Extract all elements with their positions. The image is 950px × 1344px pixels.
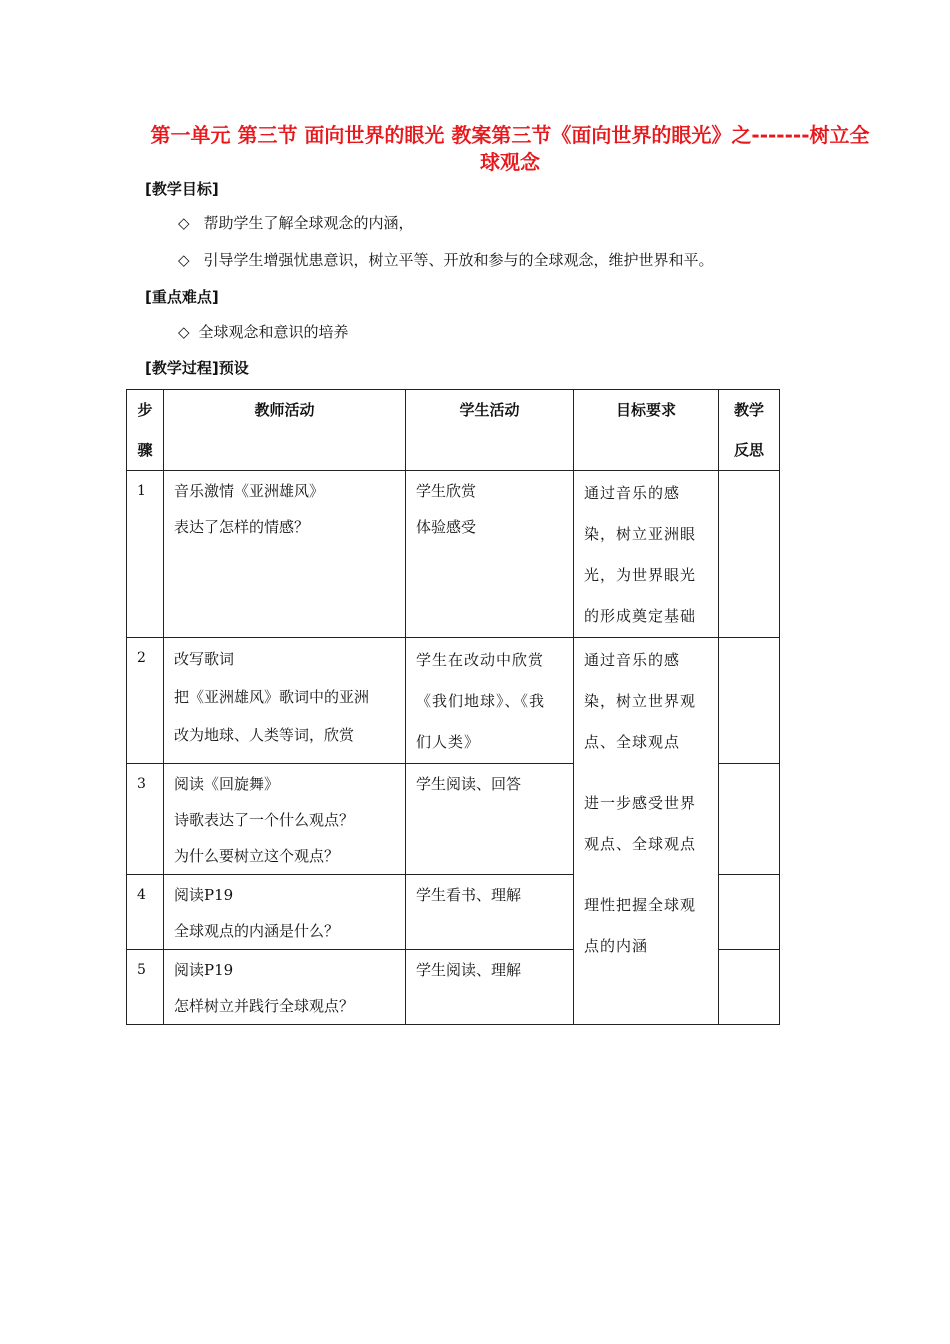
- objective-item: [178, 212, 414, 233]
- objective-text: 帮助学生了解全球观念的内涵，: [203, 214, 414, 232]
- teacher-activity: 音乐激情《亚洲雄风》 表达了怎样的情感？: [164, 471, 406, 638]
- teacher-activity: 改写歌词 把《亚洲雄风》歌词中的亚洲 改为地球、人类等词，欣赏: [164, 638, 406, 764]
- teacher-activity: 阅读P19 怎样树立并践行全球观点？: [164, 950, 406, 1025]
- diamond-bullet-icon: ◇: [178, 251, 190, 269]
- step-number: 2: [127, 638, 164, 764]
- document-title: 第一单元 第三节 面向世界的眼光 教案第三节《面向世界的眼光》之-------树立全球观念: [150, 123, 870, 174]
- reflection-cell: [719, 950, 780, 1025]
- step-number: 5: [127, 950, 164, 1025]
- table-row: [127, 471, 780, 638]
- reflection-cell: [719, 638, 780, 764]
- keypoint-text: 全球观念和意识的培养: [198, 323, 349, 341]
- table-header-row: [127, 390, 780, 471]
- step-number: 4: [127, 875, 164, 950]
- lesson-process-table: [126, 389, 780, 1025]
- reflection-cell: [719, 764, 780, 875]
- student-activity: 学生看书、理解: [406, 875, 574, 950]
- student-activity: 学生阅读、回答: [406, 764, 574, 875]
- goal-cell: 通过音乐的感 染，树立亚洲眼 光，为世界眼光 的形成奠定基础: [574, 471, 719, 638]
- process-heading: [教学过程]预设: [145, 359, 249, 377]
- step-number: 3: [127, 764, 164, 875]
- step-number: 1: [127, 471, 164, 638]
- objectives-heading: [教学目标]: [145, 180, 219, 198]
- keypoints-heading: [重点难点]: [145, 288, 219, 306]
- header-teacher-activity: 教师活动: [164, 390, 406, 471]
- keypoint-item: [178, 321, 349, 342]
- goal-cell-merged: 通过音乐的感 染，树立世界观 点、全球观点 进一步感受世界 观点、全球观点 理性把握全球观 点的内涵: [574, 638, 719, 1025]
- student-activity: 学生欣赏 体验感受: [406, 471, 574, 638]
- header-student-activity: 学生活动: [406, 390, 574, 471]
- objective-text: 引导学生增强忧患意识，树立平等、开放和参与的全球观念，维护世界和平。: [203, 251, 714, 269]
- reflection-cell: [719, 875, 780, 950]
- student-activity: 学生在改动中欣赏 《我们地球》、《我 们人类》: [406, 638, 574, 764]
- objective-item: [178, 249, 714, 270]
- teacher-activity: 阅读P19 全球观点的内涵是什么？: [164, 875, 406, 950]
- diamond-bullet-icon: ◇: [178, 214, 190, 232]
- header-goal: 目标要求: [574, 390, 719, 471]
- teacher-activity: 阅读《回旋舞》 诗歌表达了一个什么观点？ 为什么要树立这个观点？: [164, 764, 406, 875]
- reflection-cell: [719, 471, 780, 638]
- table-row: [127, 638, 780, 764]
- header-step: 步 骤: [127, 390, 164, 471]
- student-activity: 学生阅读、理解: [406, 950, 574, 1025]
- diamond-bullet-icon: ◇: [178, 323, 190, 341]
- header-reflection: 教学 反思: [719, 390, 780, 471]
